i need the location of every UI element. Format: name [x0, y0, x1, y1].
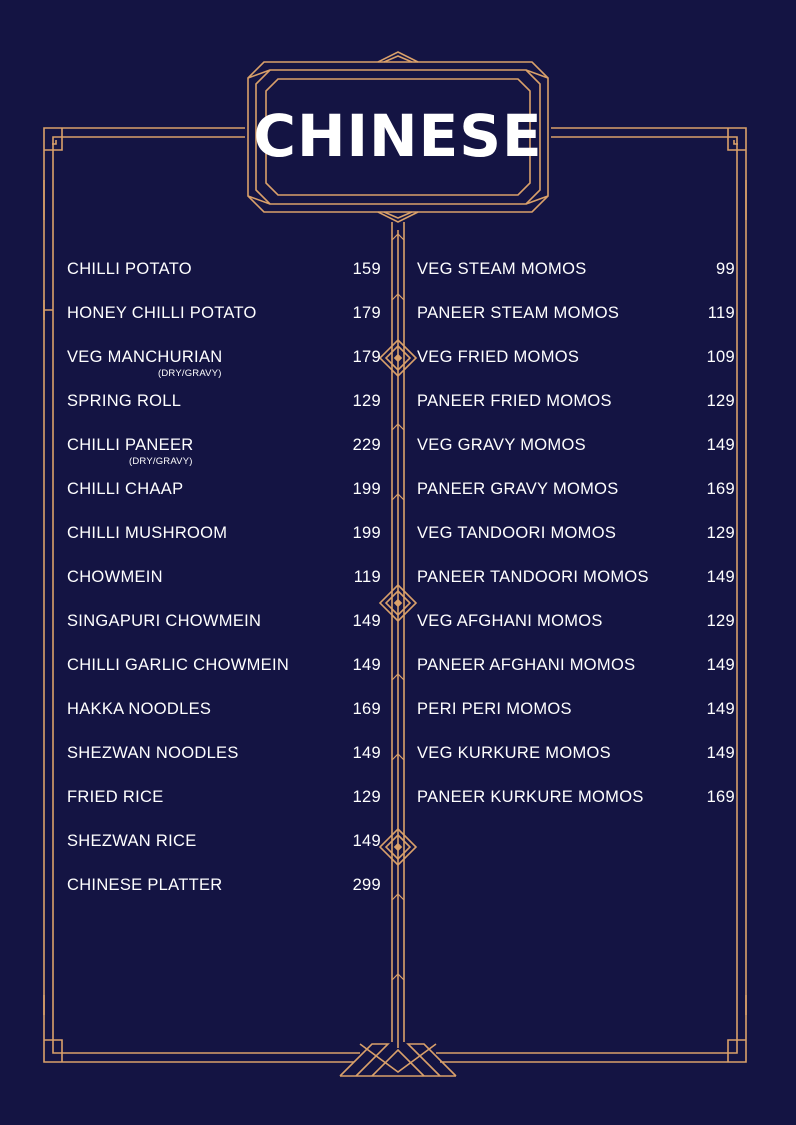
menu-item-price: 149 [706, 744, 735, 762]
menu-item-price: 149 [706, 436, 735, 454]
menu-item [67, 430, 381, 474]
menu-item-name: SPRING ROLL [67, 392, 182, 410]
menu-item-name: VEG MANCHURIAN [67, 348, 223, 366]
menu-item [67, 694, 381, 738]
menu-item [417, 738, 735, 782]
menu-item-price: 119 [353, 568, 381, 586]
menu-item-name: VEG AFGHANI MOMOS [417, 612, 603, 630]
menu-item [67, 474, 381, 518]
menu-item-price: 149 [352, 832, 381, 850]
menu-item [67, 342, 381, 386]
menu-item-price: 129 [352, 788, 381, 806]
menu-item [67, 254, 381, 298]
menu-item-price: 149 [706, 700, 735, 718]
menu-item-name: CHOWMEIN [67, 568, 163, 586]
menu-item [417, 298, 735, 342]
menu-item [67, 518, 381, 562]
menu-item-name: CHILLI PANEER [67, 436, 194, 454]
menu-right-column [417, 254, 735, 826]
menu-item-price: 129 [706, 392, 735, 410]
menu-item-name: HONEY CHILLI POTATO [67, 304, 257, 322]
menu-item [417, 694, 735, 738]
menu-item [417, 606, 735, 650]
menu-item-note: (DRY/GRAVY) [129, 456, 193, 467]
menu-item-name: CHILLI POTATO [67, 260, 192, 278]
menu-item-name: PANEER GRAVY MOMOS [417, 480, 619, 498]
menu-item-price: 179 [352, 304, 381, 322]
menu-item [67, 606, 381, 650]
menu-item [67, 650, 381, 694]
menu-item-name: VEG FRIED MOMOS [417, 348, 580, 366]
menu-item-price: 119 [707, 304, 735, 322]
menu-item-name: VEG GRAVY MOMOS [417, 436, 586, 454]
menu-item [67, 298, 381, 342]
menu-item-name: PANEER FRIED MOMOS [417, 392, 612, 410]
menu-item [67, 826, 381, 870]
menu-item-name: SINGAPURI CHOWMEIN [67, 612, 262, 630]
menu-item-note: (DRY/GRAVY) [158, 368, 222, 379]
menu-item-price: 149 [352, 612, 381, 630]
menu-item-name: CHILLI CHAAP [67, 480, 184, 498]
menu-item-name: VEG KURKURE MOMOS [417, 744, 611, 762]
menu-item-name: SHEZWAN RICE [67, 832, 197, 850]
menu-item [417, 342, 735, 386]
menu-title: CHINESE [253, 102, 543, 170]
menu-item-price: 169 [706, 480, 735, 498]
menu-item-price: 129 [706, 524, 735, 542]
menu-left-column [67, 254, 381, 914]
menu-item-price: 169 [352, 700, 381, 718]
menu-item-name: PANEER TANDOORI MOMOS [417, 568, 649, 586]
menu-item-price: 99 [716, 260, 735, 278]
menu-item [67, 782, 381, 826]
menu-item-name: CHILLI MUSHROOM [67, 524, 228, 542]
menu-item [417, 430, 735, 474]
menu-item [67, 738, 381, 782]
menu-item-name: VEG STEAM MOMOS [417, 260, 587, 278]
menu-item-price: 159 [352, 260, 381, 278]
menu-item-price: 129 [352, 392, 381, 410]
menu-item-price: 149 [352, 744, 381, 762]
menu-item [67, 386, 381, 430]
menu-item-name: SHEZWAN NOODLES [67, 744, 239, 762]
menu-item [67, 870, 381, 914]
menu-item-name: VEG TANDOORI MOMOS [417, 524, 617, 542]
menu-item [417, 650, 735, 694]
menu-item-price: 199 [352, 524, 381, 542]
menu-item-price: 149 [706, 656, 735, 674]
menu-item-price: 129 [706, 612, 735, 630]
menu-item-name: CHILLI GARLIC CHOWMEIN [67, 656, 290, 674]
menu-item [417, 562, 735, 606]
menu-item-price: 149 [352, 656, 381, 674]
menu-item-name: FRIED RICE [67, 788, 164, 806]
menu-item-name: PERI PERI MOMOS [417, 700, 572, 718]
menu-item [417, 386, 735, 430]
menu-item-price: 109 [706, 348, 735, 366]
menu-item-price: 299 [352, 876, 381, 894]
menu-item-name: CHINESE PLATTER [67, 876, 223, 894]
menu-item [67, 562, 381, 606]
menu-item-price: 149 [706, 568, 735, 586]
menu-item [417, 782, 735, 826]
menu-item-name: PANEER AFGHANI MOMOS [417, 656, 636, 674]
menu-item-price: 229 [352, 436, 381, 454]
menu-item-name: PANEER STEAM MOMOS [417, 304, 620, 322]
menu-item [417, 474, 735, 518]
menu-item-price: 179 [352, 348, 381, 366]
menu-item-name: HAKKA NOODLES [67, 700, 212, 718]
menu-item [417, 254, 735, 298]
menu-item-price: 169 [706, 788, 735, 806]
menu-item-name: PANEER KURKURE MOMOS [417, 788, 644, 806]
menu-item-price: 199 [352, 480, 381, 498]
menu-item [417, 518, 735, 562]
